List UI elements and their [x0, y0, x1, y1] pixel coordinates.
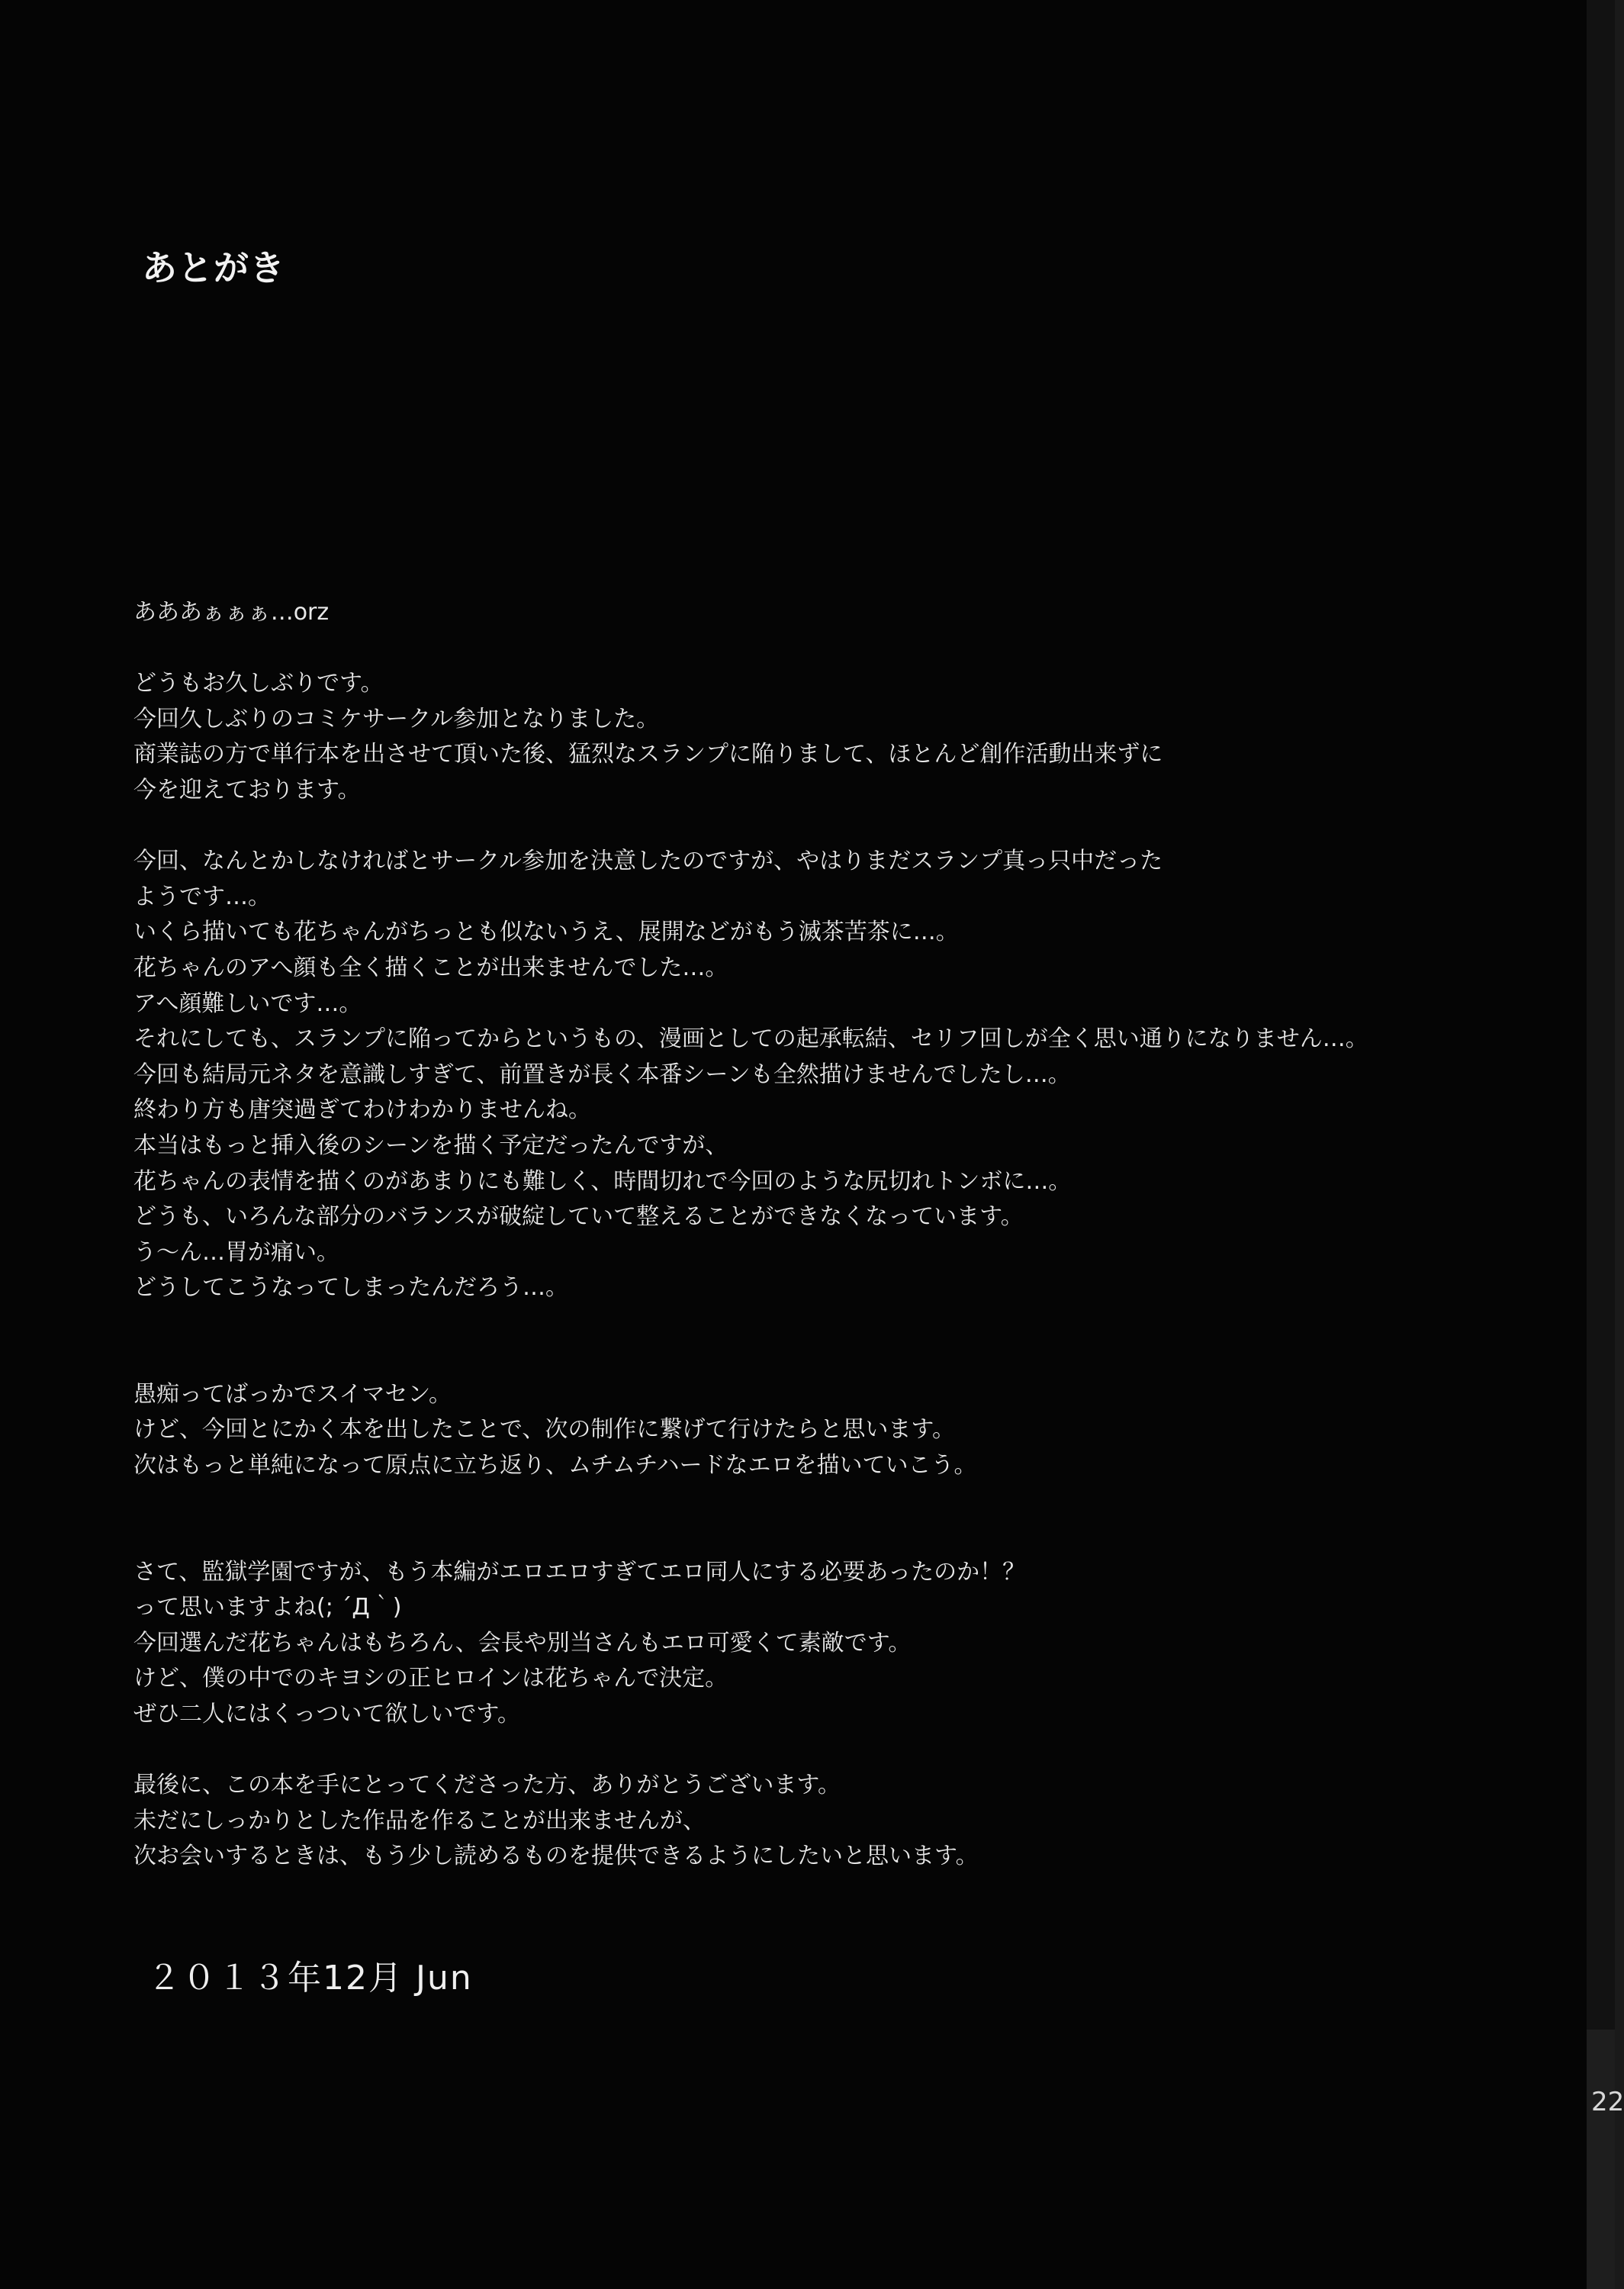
page-number: 22	[1591, 2087, 1624, 2117]
afterword-title: あとがき	[142, 247, 285, 288]
text-line: あああぁぁぁ…orz	[133, 599, 330, 626]
text-line: って思いますよね(; ´Д｀)	[133, 1594, 402, 1621]
text-line: どうも、いろんな部分のバランスが破綻していて整えることができなくなっています。	[133, 1203, 1024, 1231]
afterword-body	[133, 595, 1552, 1911]
paragraph-4	[133, 1377, 1552, 1484]
text-line: 今回も結局元ネタを意識しすぎて、前置きが長く本番シーンも全然描けませんでしたし…。	[133, 1061, 1071, 1088]
paragraph-6	[133, 1768, 1552, 1875]
text-line: 本当はもっと挿入後のシーンを描く予定だったんですが、	[133, 1132, 728, 1159]
text-line: う～ん…胃が痛い。	[133, 1238, 339, 1266]
text-line: 今回選んだ花ちゃんはもちろん、会長や別当さんもエロ可愛くて素敵です。	[133, 1629, 912, 1656]
text-line: けど、僕の中でのキヨシの正ヒロインは花ちゃんで決定。	[133, 1665, 728, 1692]
paragraph-3	[133, 844, 1552, 1306]
page-edge-margin-lower	[1587, 2030, 1624, 2289]
text-line: 花ちゃんの表情を描くのがあまりにも難しく、時間切れで今回のような尻切れトンボに…。	[133, 1167, 1072, 1195]
text-line: 次お会いするときは、もう少し読めるものを提供できるようにしたいと思います。	[133, 1843, 979, 1870]
paragraph-1	[133, 595, 1552, 631]
paragraph-2	[133, 666, 1552, 808]
text-line: 愚痴ってばっかでスイマセン。	[133, 1380, 452, 1408]
text-line: 最後に、この本を手にとってくださった方、ありがとうございます。	[133, 1772, 841, 1799]
text-line: いくら描いても花ちゃんがちっとも似ないうえ、展開などがもう滅茶苦茶に…。	[133, 919, 959, 946]
text-line: 終わり方も唐突過ぎてわけわかりませんね。	[133, 1096, 591, 1124]
text-line: 花ちゃんのアへ顔も全く描くことが出来ませんでした…。	[133, 954, 728, 981]
text-line: 商業誌の方で単行本を出させて頂いた後、猛烈なスランプに陥りまして、ほとんど創作活動出来ずに	[133, 741, 1163, 768]
text-line: 次はもっと単純になって原点に立ち返り、ムチムチハードなエロを描いていこう。	[133, 1452, 977, 1479]
text-line: それにしても、スランプに陥ってからというもの、漫画としての起承転結、セリフ回しが全く思い通りになりません…。	[133, 1025, 1368, 1053]
text-line: どうしてこうなってしまったんだろう…。	[133, 1274, 568, 1302]
text-line: けど、今回とにかく本を出したことで、次の制作に繋げて行けたらと思います。	[133, 1416, 955, 1444]
text-line: 今回久しぶりのコミケサークル参加となりました。	[133, 705, 660, 732]
date-signature: ２０１３年12月 Jun	[147, 1959, 473, 1998]
text-line: 未だにしっかりとした作品を作ることが出来ませんが、	[133, 1807, 706, 1834]
page-edge-margin	[1587, 0, 1615, 2030]
text-line: アへ顔難しいです…。	[133, 990, 362, 1017]
text-line: ようです…。	[133, 883, 271, 910]
text-line: ぜひ二人にはくっついて欲しいです。	[133, 1701, 520, 1728]
paragraph-5	[133, 1555, 1552, 1733]
text-line: さて、監獄学園ですが、もう本編がエロエロすぎてエロ同人にする必要あったのか！？	[133, 1558, 1026, 1586]
text-line: 今回、なんとかしなければとサークル参加を決意したのですが、やはりまだスランプ真っ只中だった	[133, 848, 1163, 875]
text-line: 今を迎えております。	[133, 776, 361, 803]
text-line: どうもお久しぶりです。	[133, 670, 384, 697]
